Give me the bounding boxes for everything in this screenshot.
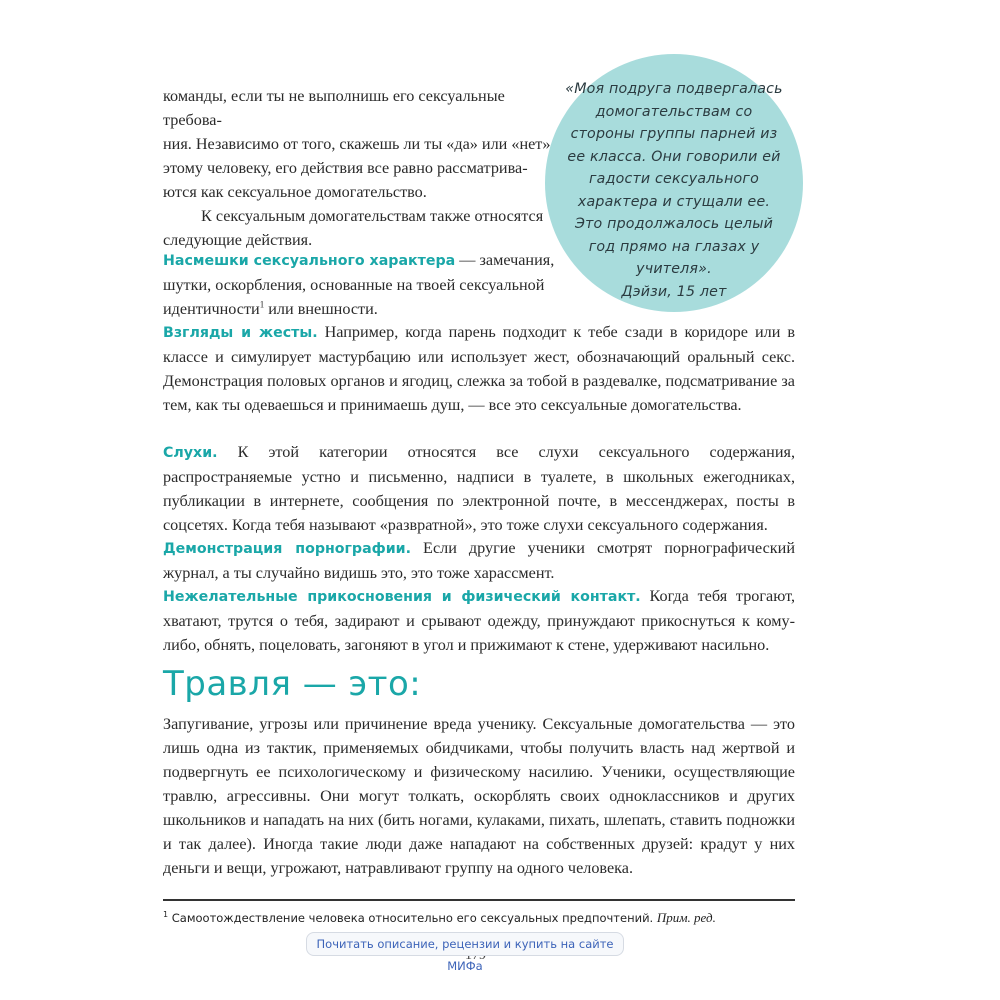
intro-line: этому человеку, его действия все равно рассматрива-	[163, 159, 528, 177]
section-text: Если другие ученики смотрят порнографический журнал, а ты случайно видишь это, это тоже харассмент.	[163, 539, 795, 582]
quote-author: Дэйзи, 15 лет	[621, 283, 727, 300]
section-text: Например, когда парень подходит к тебе сзади в коридоре или в классе и симулирует мастурбацию или использует жест, обозначающий оральный секс. Демонстрация половых органов и ягодиц, слежка за тобой в раздевалке, подсматривание за тем, как ты одеваешься и принимаешь душ, — все это сексуальные домогательства.	[163, 323, 796, 414]
intro-line: ния. Независимо от того, скажешь ли ты «да» или «нет»	[163, 135, 551, 153]
intro-paragraph	[163, 84, 563, 252]
intro-line: ются как сексуальное домогательство.	[163, 183, 427, 201]
section-pornography	[163, 536, 795, 585]
section-term: Взгляды и жесты.	[163, 325, 318, 341]
footnote-text: Самоотождествление человека относительно его сексуальных предпочтений.	[168, 911, 657, 925]
section-text: или внешности.	[264, 300, 378, 318]
section-term: Насмешки сексуального характера	[163, 253, 456, 269]
section-term: Нежелательные прикосновения и физический контакт.	[163, 589, 641, 605]
footnote-note: Прим. ред.	[656, 910, 716, 925]
section-sexual-mockery	[163, 248, 563, 321]
footnote-mark: 1	[163, 910, 169, 920]
sidebar-quote	[565, 78, 783, 303]
bullying-paragraph: Запугивание, угрозы или причинение вреда ученику. Сексуальные домогательства — это лишь одна из тактик, применяемых обидчиками, чтобы получить власть над жертвой и подвергнуть ее психологическому и физическому насилию. Ученики, осуществляющие травлю, агрессивны. Они могут толкать, оскорблять своих одноклассников и других школьников и нападать на них (бить ногами, кулаками, пихать, шлепать, ставить подножки и так далее). Иногда такие люди даже нападают на собственных друзей: крадут у них деньги и вещи, угрожают, натравливают группу на одного человека.	[163, 715, 795, 877]
quote-text: «Моя подруга подвергалась домогательствам со стороны группы парней из ее класса. Они говорили ей гадости сексуального характера и стущали ее. Это продолжалось целый год прямо на глазах у учителя».	[565, 81, 783, 277]
section-text: — замечания,	[455, 251, 555, 269]
footnote	[163, 910, 716, 926]
section-text: идентичности	[163, 300, 260, 318]
section-term: Слухи.	[163, 445, 218, 461]
section-text: шутки, оскорбления, основанные на твоей сексуальной	[163, 276, 545, 294]
section-looks-gestures	[163, 320, 795, 417]
section-rumors	[163, 440, 795, 537]
intro-line: следующие действия.	[163, 231, 313, 249]
footnote-divider	[163, 899, 795, 901]
intro-line: команды, если ты не выполнишь его сексуальные требова-	[163, 87, 505, 129]
section-term: Демонстрация порнографии.	[163, 541, 412, 557]
footnote-mark: 1	[259, 299, 265, 310]
section-text: Когда тебя трогают, хватают, трутся о тебя, задирают и срывают одежду, принуждают прикоснуться к кому-либо, обнять, поцеловать, загоняют в угол и прижимают к стене, удерживают насильно.	[163, 587, 795, 654]
section-heading: Травля — это:	[163, 664, 422, 704]
section-text: К этой категории относятся все слухи сексуального содержания, распространяемые устно и письменно, надписи в туалете, в школьных ежегодниках, публикации в интернете, сообщения по электронной почте, в мессенджерах, посты в соцсетях. Когда тебя называют «развратной», это тоже слухи сексуального содержания.	[163, 443, 795, 534]
intro-line: К сексуальным домогательствам также относятся	[201, 207, 544, 225]
section-unwanted-touching	[163, 584, 795, 657]
mifa-store-link[interactable]: Почитать описание, рецензии и купить на сайте МИФа	[306, 932, 624, 956]
